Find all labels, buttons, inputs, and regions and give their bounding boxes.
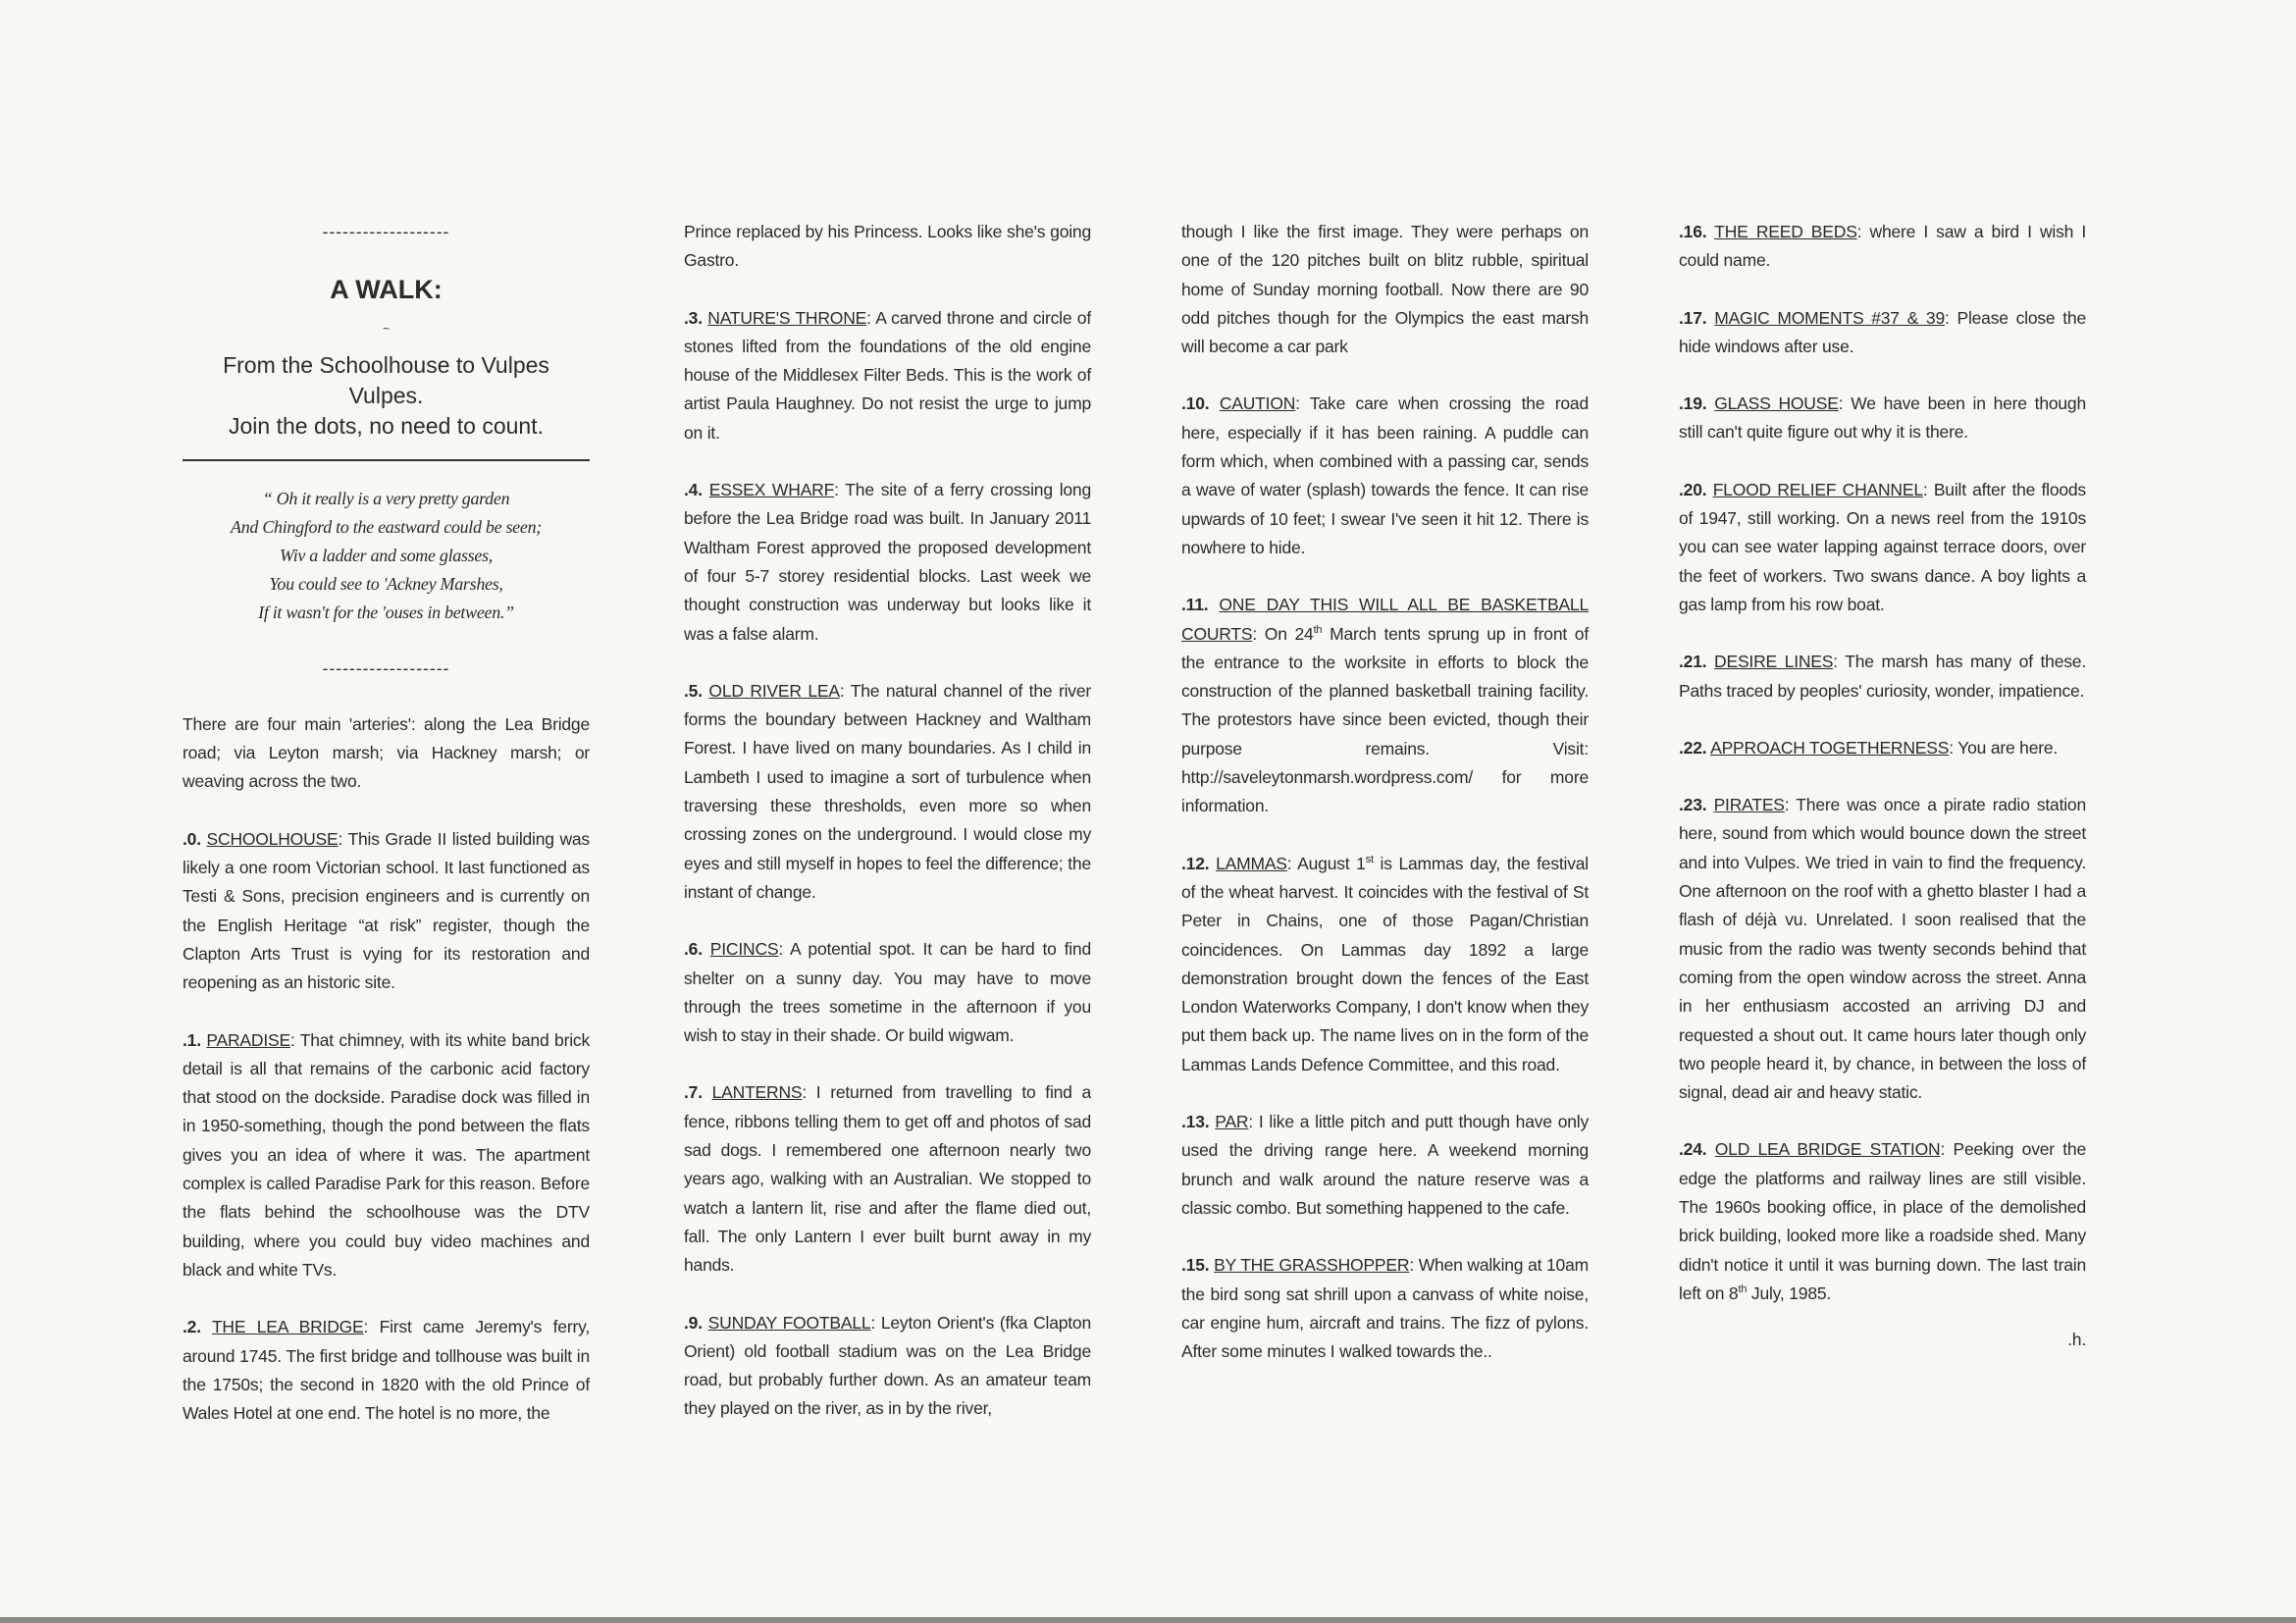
entry-heading: ONE DAY THIS WILL ALL BE BASKETBALL COURTS: [1181, 595, 1589, 644]
entry-5: [684, 677, 1091, 907]
entry-3: [684, 304, 1091, 447]
poem-line: You could see to 'Ackney Marshes,: [269, 573, 503, 594]
entry-text-pre: : Peeking over the edge the platforms and railway lines are still visible. The 1960s booking office, in place of the demolished brick building, looked more like a roadside shed. Many didn't notice it until it was burning down. The last train left on 8: [1679, 1139, 2086, 1303]
entry-text: : where I saw a bird I wish I could name.: [1679, 222, 2086, 271]
entry-number: .12.: [1181, 853, 1210, 873]
poem-line: And Chingford to the eastward could be seen;: [231, 516, 542, 537]
entry-number: .7.: [684, 1082, 703, 1103]
entry-number: .19.: [1679, 393, 1707, 414]
entry-17: [1679, 304, 2086, 362]
entry-text-pre: : On 24: [1252, 623, 1314, 644]
entry-text: : I returned from travelling to find a fence, ribbons telling them to get off and photos of sad sad dogs. I remembered one afternoon nearly two years ago, walking with an Australian. We stopped to watch a lantern lit, rise and after the flame died out, fall. The only Lantern I ever built burnt away in my hands.: [684, 1082, 1091, 1276]
superscript: st: [1365, 853, 1374, 865]
entry-heading: GLASS HOUSE: [1714, 393, 1839, 414]
entry-text: : Please close the hide windows after use.: [1679, 307, 2086, 356]
entry-number: .10.: [1181, 393, 1210, 414]
poem-line: Oh it really is a very pretty garden: [276, 488, 510, 508]
entry-number: .11.: [1181, 595, 1209, 615]
column-4: [1679, 218, 2086, 1355]
entry-9-continued: though I like the first image. They were perhaps on one of the 120 pitches built on blitz rubble, spiritual home of Sunday morning football. Now there are 90 odd pitches though for the Olympics the east marsh will become a car park: [1181, 222, 1589, 357]
entry-text: : A carved throne and circle of stones lifted from the foundations of the old engine house of the Middlesex Filter Beds. This is the work of artist Paula Haughney. Do not resist the urge to jump on it.: [684, 307, 1091, 443]
poem-line: If it wasn't for the 'ouses in between.: [258, 602, 505, 622]
entry-6: [684, 935, 1091, 1050]
entry-heading: THE REED BEDS: [1714, 222, 1857, 241]
entry-heading: BY THE GRASSHOPPER: [1214, 1255, 1410, 1276]
entry-number: .23.: [1679, 795, 1707, 815]
entry-15: [1181, 1251, 1589, 1366]
entry-13: [1181, 1108, 1589, 1223]
entry-7: [684, 1078, 1091, 1280]
entry-1: [183, 1026, 590, 1285]
entry-number: .0.: [183, 828, 201, 849]
entry-21: [1679, 648, 2086, 706]
entry-heading: APPROACH TOGETHERNESS: [1710, 737, 1950, 758]
divider-dashes: -------------------: [322, 222, 450, 241]
entry-number: .9.: [684, 1312, 703, 1333]
entry-number: .17.: [1679, 307, 1707, 328]
entry-0: [183, 825, 590, 998]
entry-text: : We have been in here though still can't quite figure out why it is there.: [1679, 393, 2086, 443]
divider-dashes: -------------------: [322, 657, 450, 678]
entry-heading: ESSEX WHARF: [708, 480, 835, 500]
entry-number: .1.: [183, 1029, 201, 1050]
entry-number: .13.: [1181, 1112, 1210, 1132]
entry-text: : You are here.: [1949, 737, 2059, 758]
entry-2-continued: Prince replaced by his Princess. Looks like she's going Gastro.: [684, 222, 1091, 271]
entry-text: March tents sprung up in front of the entrance to the worksite in efforts to block the construction of the planned basketball training facility. The protestors have since been evicted, though their purpose remains. Visit: http://saveleytonmarsh.wordpress.com/ for more information.: [1181, 623, 1589, 816]
entry-23: [1679, 791, 2086, 1107]
entry-text-pre: : August 1: [1286, 853, 1366, 873]
poem-close-quote: ”: [504, 602, 514, 622]
entry-text: : A potential spot. It can be hard to find shelter on a sunny day. You may have to move through the trees sometime in the afternoon if you wish to stay in their shade. Or build wigwam.: [684, 939, 1091, 1046]
intro-paragraph: There are four main 'arteries': along the Lea Bridge road; via Leyton marsh; via Hackney marsh; or weaving across the two.: [183, 713, 590, 792]
entry-heading: LAMMAS: [1216, 853, 1287, 873]
entry-text: : Built after the floods of 1947, still working. On a news reel from the 1910s you can see water lapping against terrace doors, over the feet of workers. Two swans dance. A boy lights a gas lamp from his row boat.: [1679, 479, 2086, 614]
entry-heading: PARADISE: [206, 1029, 290, 1050]
entry-9: [684, 1309, 1091, 1424]
entry-text: : There was once a pirate radio station here, sound from which would bounce down the street and into Vulpes. We tried in vain to find the frequency. One afternoon on the roof with a ghetto blaster I had a flash of déjà vu. Unrelated. I soon realised that the music from the radio was twenty seconds behind that coming from the open window across the street. Anna in her enthusiasm accosted an arriving DJ and requested a shout out. It came hours later though only two people heard it, by chance, in between the loss of signal, dead air and heavy static.: [1679, 795, 2086, 1103]
entry-number: .6.: [684, 939, 703, 960]
entry-text: : When walking at 10am the bird song sat shrill upon a canvass of white noise, car engine hum, aircraft and trains. The fizz of pylons. After some minutes I walked towards the..: [1181, 1255, 1589, 1362]
entry-text: : That chimney, with its white band brick detail is all that remains of the carbonic acid factory that stood on the dockside. Paradise dock was filled in in 1950-something, though the pond between the flats gives you an idea of where it was. The apartment complex is called Paradise Park for this reason. Before the flats behind the schoolhouse was the DTV building, where you could buy video machines and black and white TVs.: [183, 1029, 590, 1280]
entry-text: July, 1985.: [1747, 1283, 1832, 1303]
entry-text: : The site of a ferry crossing long before the Lea Bridge road was built. In January 2011 Waltham Forest approved the proposed development of four 5-7 storey residential blocks. Last week we thought construction was underway but looks like it was a false alarm.: [684, 480, 1091, 644]
entry-10: [1181, 390, 1589, 562]
entry-text: : This Grade II listed building was likely a one room Victorian school. It last functioned as Testi & Sons, precision engineers and is currently on the English Heritage “at risk” register, though the Clapton Arts Trust is vying for its restoration and reopening as an historic site.: [183, 828, 590, 993]
entry-text: : Take care when crossing the road here, especially if it has been raining. A puddle can form which, when combined with a passing car, sends a wave of water (splash) towards the fence. It can rise upwards of 10 feet; I swear I've seen it hit 12. There is nowhere to hide.: [1181, 393, 1589, 557]
page-title: A WALK:: [330, 275, 443, 305]
entry-heading: THE LEA BRIDGE: [211, 1317, 364, 1337]
entry-heading: PIRATES: [1713, 795, 1785, 815]
entry-number: .5.: [684, 680, 703, 701]
horizontal-rule: [183, 459, 590, 461]
entry-24: [1679, 1135, 2086, 1308]
entry-heading: MAGIC MOMENTS #37 & 39: [1714, 307, 1945, 328]
entry-heading: SUNDAY FOOTBALL: [707, 1312, 871, 1333]
entry-4: [684, 476, 1091, 649]
entry-2: [183, 1313, 590, 1428]
subtitle-line-2: Join the dots, no need to count.: [229, 412, 544, 439]
entry-heading: PAR: [1215, 1112, 1249, 1132]
entry-heading: CAUTION: [1219, 393, 1296, 414]
poem: [183, 485, 590, 627]
entry-heading: PICINCS: [709, 939, 779, 960]
entry-heading: OLD LEA BRIDGE STATION: [1714, 1139, 1941, 1160]
entry-number: .15.: [1181, 1255, 1210, 1276]
entry-16: [1679, 218, 2086, 276]
entry-number: .22.: [1679, 737, 1707, 758]
signature: .h.: [2067, 1330, 2086, 1350]
entry-heading: LANTERNS: [711, 1082, 803, 1103]
entry-number: .21.: [1679, 652, 1707, 672]
entry-text: : The natural channel of the river forms the boundary between Hackney and Waltham Forest. I have lived on many boundaries. As I child in Lambeth I used to imagine a sort of turbulence when traversing these thresholds, even more so when crossing zones on the underground. I would close my eyes and still myself in hopes to feel the difference; the instant of change.: [684, 680, 1091, 902]
entry-text: : I like a little pitch and putt though have only used the driving range here. A weekend morning brunch and walk around the nature reserve was a classic combo. But something happened to the cafe.: [1181, 1112, 1589, 1218]
column-3: [1181, 218, 1589, 1394]
superscript: th: [1313, 623, 1323, 636]
entry-number: .3.: [684, 307, 703, 328]
entry-22: [1679, 734, 2086, 762]
entry-12: [1181, 850, 1589, 1079]
entry-20: [1679, 476, 2086, 619]
entry-11: [1181, 591, 1589, 820]
entry-text: : Leyton Orient's (fka Clapton Orient) old football stadium was on the Lea Bridge road, but probably further down. As an amateur team they played on the river, as in by the river,: [684, 1312, 1092, 1419]
subtitle-line-1: From the Schoolhouse to Vulpes Vulpes.: [223, 351, 549, 408]
entry-heading: OLD RIVER LEA: [708, 680, 840, 701]
entry-text: is Lammas day, the festival of the wheat harvest. It coincides with the festival of St Peter in Chains, one of those Pagan/Christian coincidences. On Lammas day 1892 a large demonstration brought down the fences of the East London Waterworks Company, I don't know when they put them back up. The name lives on in the form of the Lammas Lands Defence Committee, and this road.: [1181, 853, 1589, 1074]
entry-heading: NATURE'S THRONE: [707, 307, 867, 328]
entry-heading: DESIRE LINES: [1714, 652, 1834, 672]
entry-19: [1679, 390, 2086, 447]
entry-number: .16.: [1679, 222, 1707, 241]
poem-line: Wiv a ladder and some glasses,: [280, 545, 493, 565]
entry-text: : The marsh has many of these. Paths traced by peoples' curiosity, wonder, impatience.: [1679, 652, 2086, 701]
superscript: th: [1738, 1283, 1748, 1296]
poem-open-quote: “: [262, 488, 273, 508]
entry-number: .2.: [183, 1317, 201, 1337]
entry-number: .20.: [1679, 479, 1707, 499]
entry-text: : First came Jeremy's ferry, around 1745. The first bridge and tollhouse was built in the 1750s; the second in 1820 with the old Prince of Wales Hotel at one end. The hotel is no more, the: [183, 1317, 590, 1424]
column-1: [183, 218, 590, 1456]
column-2: [684, 218, 1091, 1452]
entry-number: .4.: [684, 480, 703, 500]
entry-heading: FLOOD RELIEF CHANNEL: [1712, 479, 1923, 499]
entry-heading: SCHOOLHOUSE: [206, 828, 339, 849]
tilde-mark: ~: [383, 321, 390, 336]
page-edge: [0, 1617, 2296, 1623]
entry-number: .24.: [1679, 1139, 1707, 1160]
